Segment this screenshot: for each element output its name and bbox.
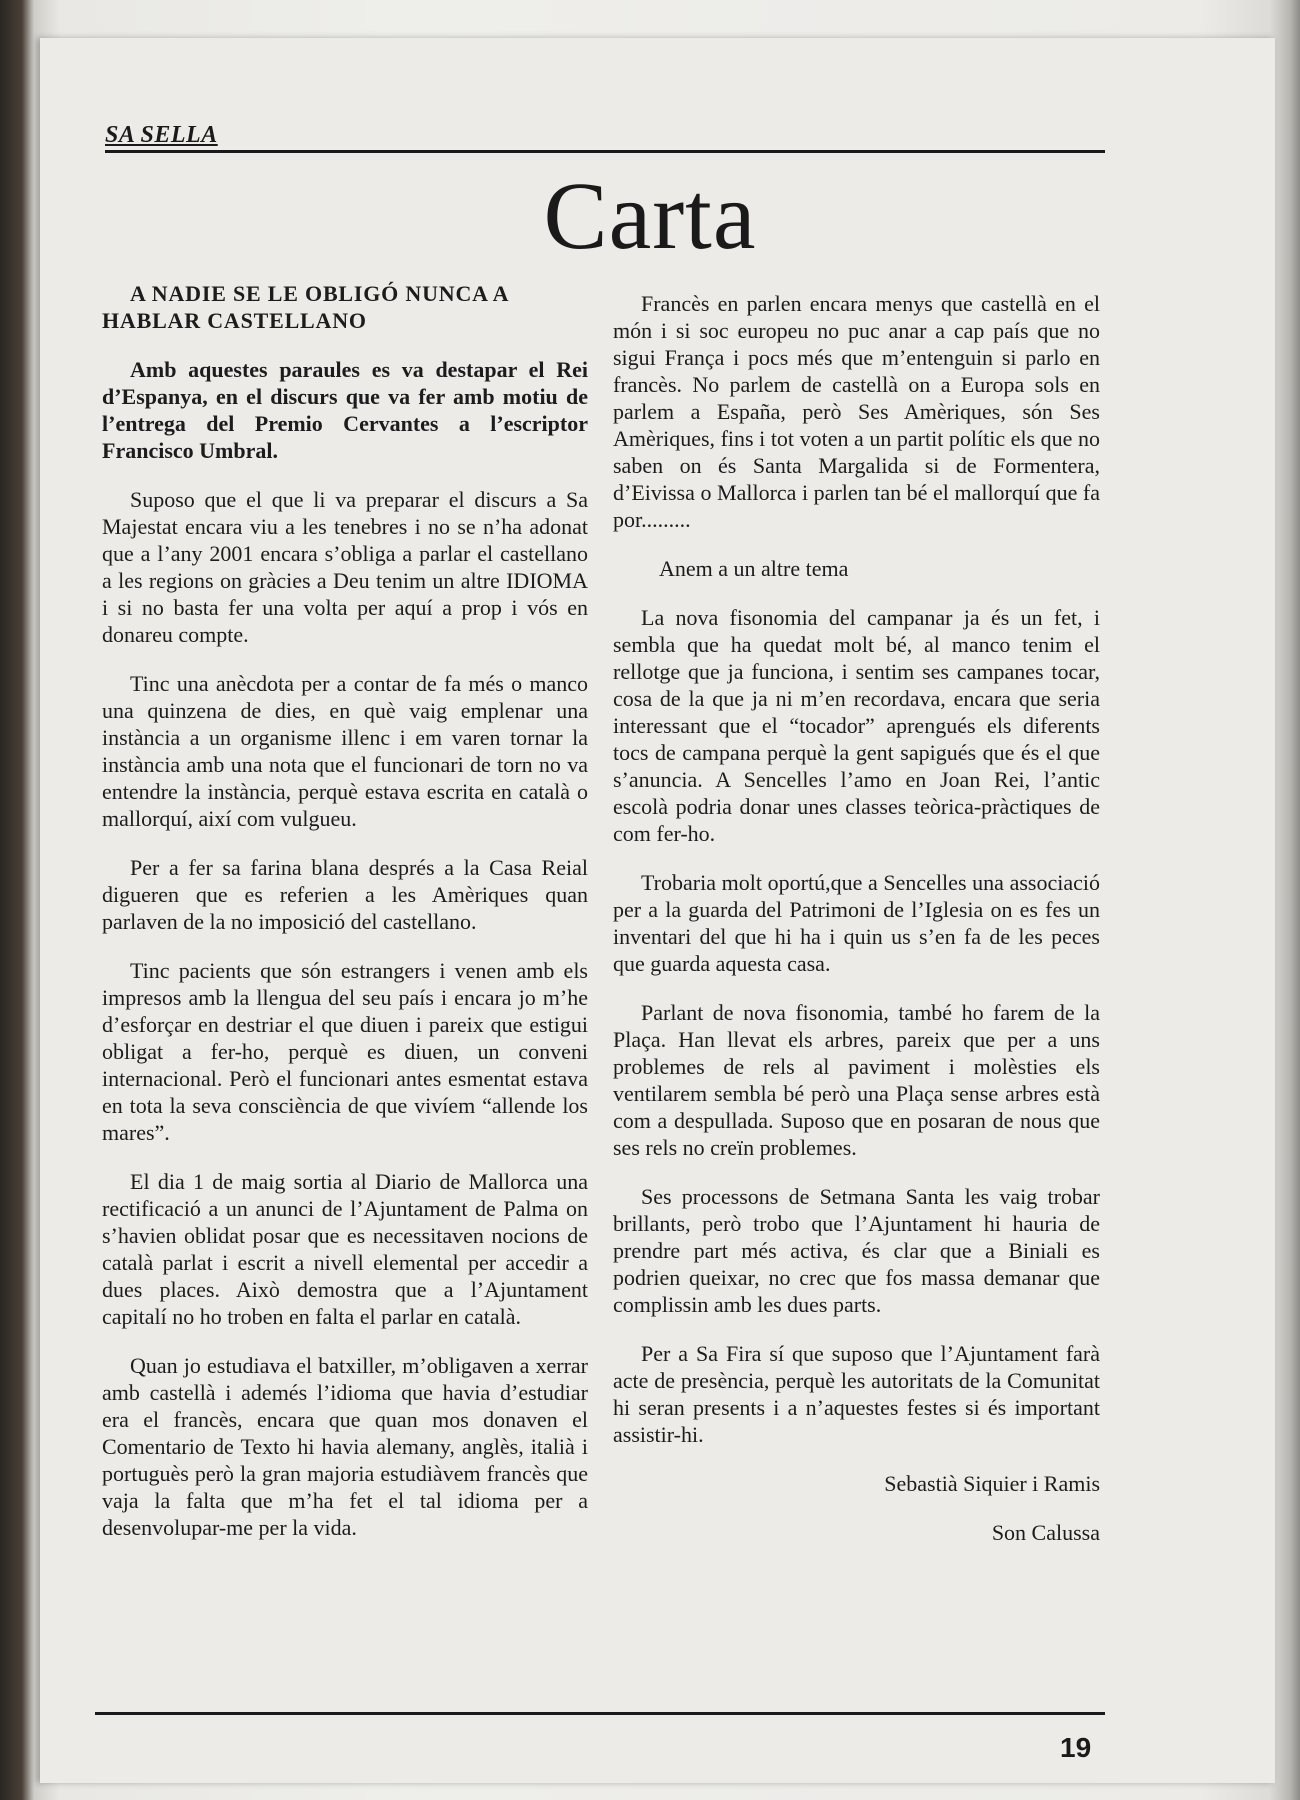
article-paragraph: La nova fisonomia del campanar ja és un fet, i sembla que ha quedat molt bé, al manco tenim el rellotge que ja funciona, i sentim ses campanes tocar, cosa de la que ja ni m’en recordava, encara que seria interessant que el “tocador” aprengués els diferents tocs de campana perquè la gent sapigués que és el que s’anuncia. A Sencelles l’amo en Joan Rei, l’antic escolà podria donar unes classes teòrica-pràctiques de com fer-ho.	[613, 605, 1100, 846]
article-paragraph: Tinc pacients que són estrangers i venen amb els impresos amb la llengua del seu país i encara jo m’he d’esforçar en destriar el que diuen i pareix que estigui obligat a fer-ho, perquè es diuen, un conveni internacional. Però el funcionari antes esmentat estava en tota la seva consciència de que vivíem “allende los mares”.	[102, 958, 588, 1145]
header-rule	[105, 150, 1105, 153]
left-column	[102, 280, 588, 1563]
author-name: Sebastià Siquier i Ramis	[884, 1471, 1100, 1496]
article-paragraph: Per a Sa Fira sí que suposo que l’Ajuntament farà acte de presència, perquè les autoritats de la Comunitat hi seran presents i a n’aquestes festes si és important assistir-hi.	[613, 1341, 1100, 1447]
author-place: Son Calussa	[991, 1520, 1100, 1545]
article-paragraph: El dia 1 de maig sortia al Diario de Mallorca una rectificació a un anunci de l’Ajuntament de Palma on s’havien oblidat posar que es necessitaven nocions de català parlat i escrit a nivell elemental per accedir a dues places. Això demostra que a l’Ajuntament capitalí no ho troben en falta el parlar en català.	[102, 1169, 588, 1329]
section-label: SA SELLA	[105, 122, 218, 148]
page-title: Carta	[543, 162, 757, 269]
footer-rule	[95, 1712, 1105, 1715]
article-paragraph: Quan jo estudiava el batxiller, m’obligaven a xerrar amb castellà i ademés l’idioma que havia d’estudiar era el francès, encara que quan mos donaven el Comentario de Texto hi havia alemany, anglès, italià i portuguès però la gran majoria estudiàvem francès que vaja la falta que m’ha fet el tal idioma per a desenvolupar-me per la vida.	[102, 1353, 588, 1540]
right-column	[613, 290, 1100, 1568]
article-lead: Amb aquestes paraules es va destapar el Rei d’Espanya, en el discurs que va fer amb motiu de l’entrega del Premio Cervantes a l’escriptor Francisco Umbral.	[102, 357, 588, 463]
article-subheading: Anem a un altre tema	[659, 556, 849, 581]
article-paragraph: Suposo que el que li va preparar el discurs a Sa Majestat encara viu a les tenebres i no se n’ha adonat que a l’any 2001 encara s’obliga a parlar el castellano a les regions on gràcies a Deu tenim un altre IDIOMA i si no basta fer una volta per aquí a prop i vós en donareu compte.	[102, 487, 588, 647]
article-headline: A NADIE SE LE OBLIGÓ NUNCA A HABLAR CASTELLANO	[102, 281, 509, 333]
page-number: 19	[1060, 1732, 1092, 1763]
article-paragraph: Trobaria molt oportú,que a Sencelles una associació per a la guarda del Patrimoni de l’Iglesia on es fes un inventari del que hi ha i quin us s’en fa de les peces que guarda aquesta casa.	[613, 870, 1100, 976]
article-paragraph: Tinc una anècdota per a contar de fa més o manco una quinzena de dies, en què vaig emplenar una instància a un organisme illenc i em varen tornar la instància amb una nota que el funcionari de torn no va entendre la instància, perquè estava escrita en català o mallorquí, així com vulgueu.	[102, 671, 588, 831]
article-paragraph: Per a fer sa farina blana després a la Casa Reial digueren que es referien a les Amèriques quan parlaven de la no imposició del castellano.	[102, 855, 588, 934]
article-paragraph: Ses processons de Setmana Santa les vaig trobar brillants, però trobo que l’Ajuntament hi hauria de prendre part més activa, és clar que a Biniali es podrien queixar, no crec que fos massa demanar que complissin amb les dues parts.	[613, 1184, 1100, 1317]
article-paragraph: Francès en parlen encara menys que castellà en el món i si soc europeu no puc anar a cap país que no sigui França i pocs més que m’entenguin si parlo en francès. No parlem de castellà on a Europa sols en parlem a España, però Ses Amèriques, són Ses Amèriques, fins i tot voten a un partit polític els que no saben on és Santa Margalida si de Formentera, d’Eivissa o Mallorca i parlen tan bé el mallorquí que fa por.........	[613, 291, 1100, 532]
article-paragraph: Parlant de nova fisonomia, també ho farem de la Plaça. Han llevat els arbres, pareix que per a uns problemes de rels al paviment i molèsties els ventilarem sembla bé però una Plaça sense arbres està com a despullada. Suposo que en posaran de nous que ses rels no creïn problemes.	[613, 1000, 1100, 1160]
